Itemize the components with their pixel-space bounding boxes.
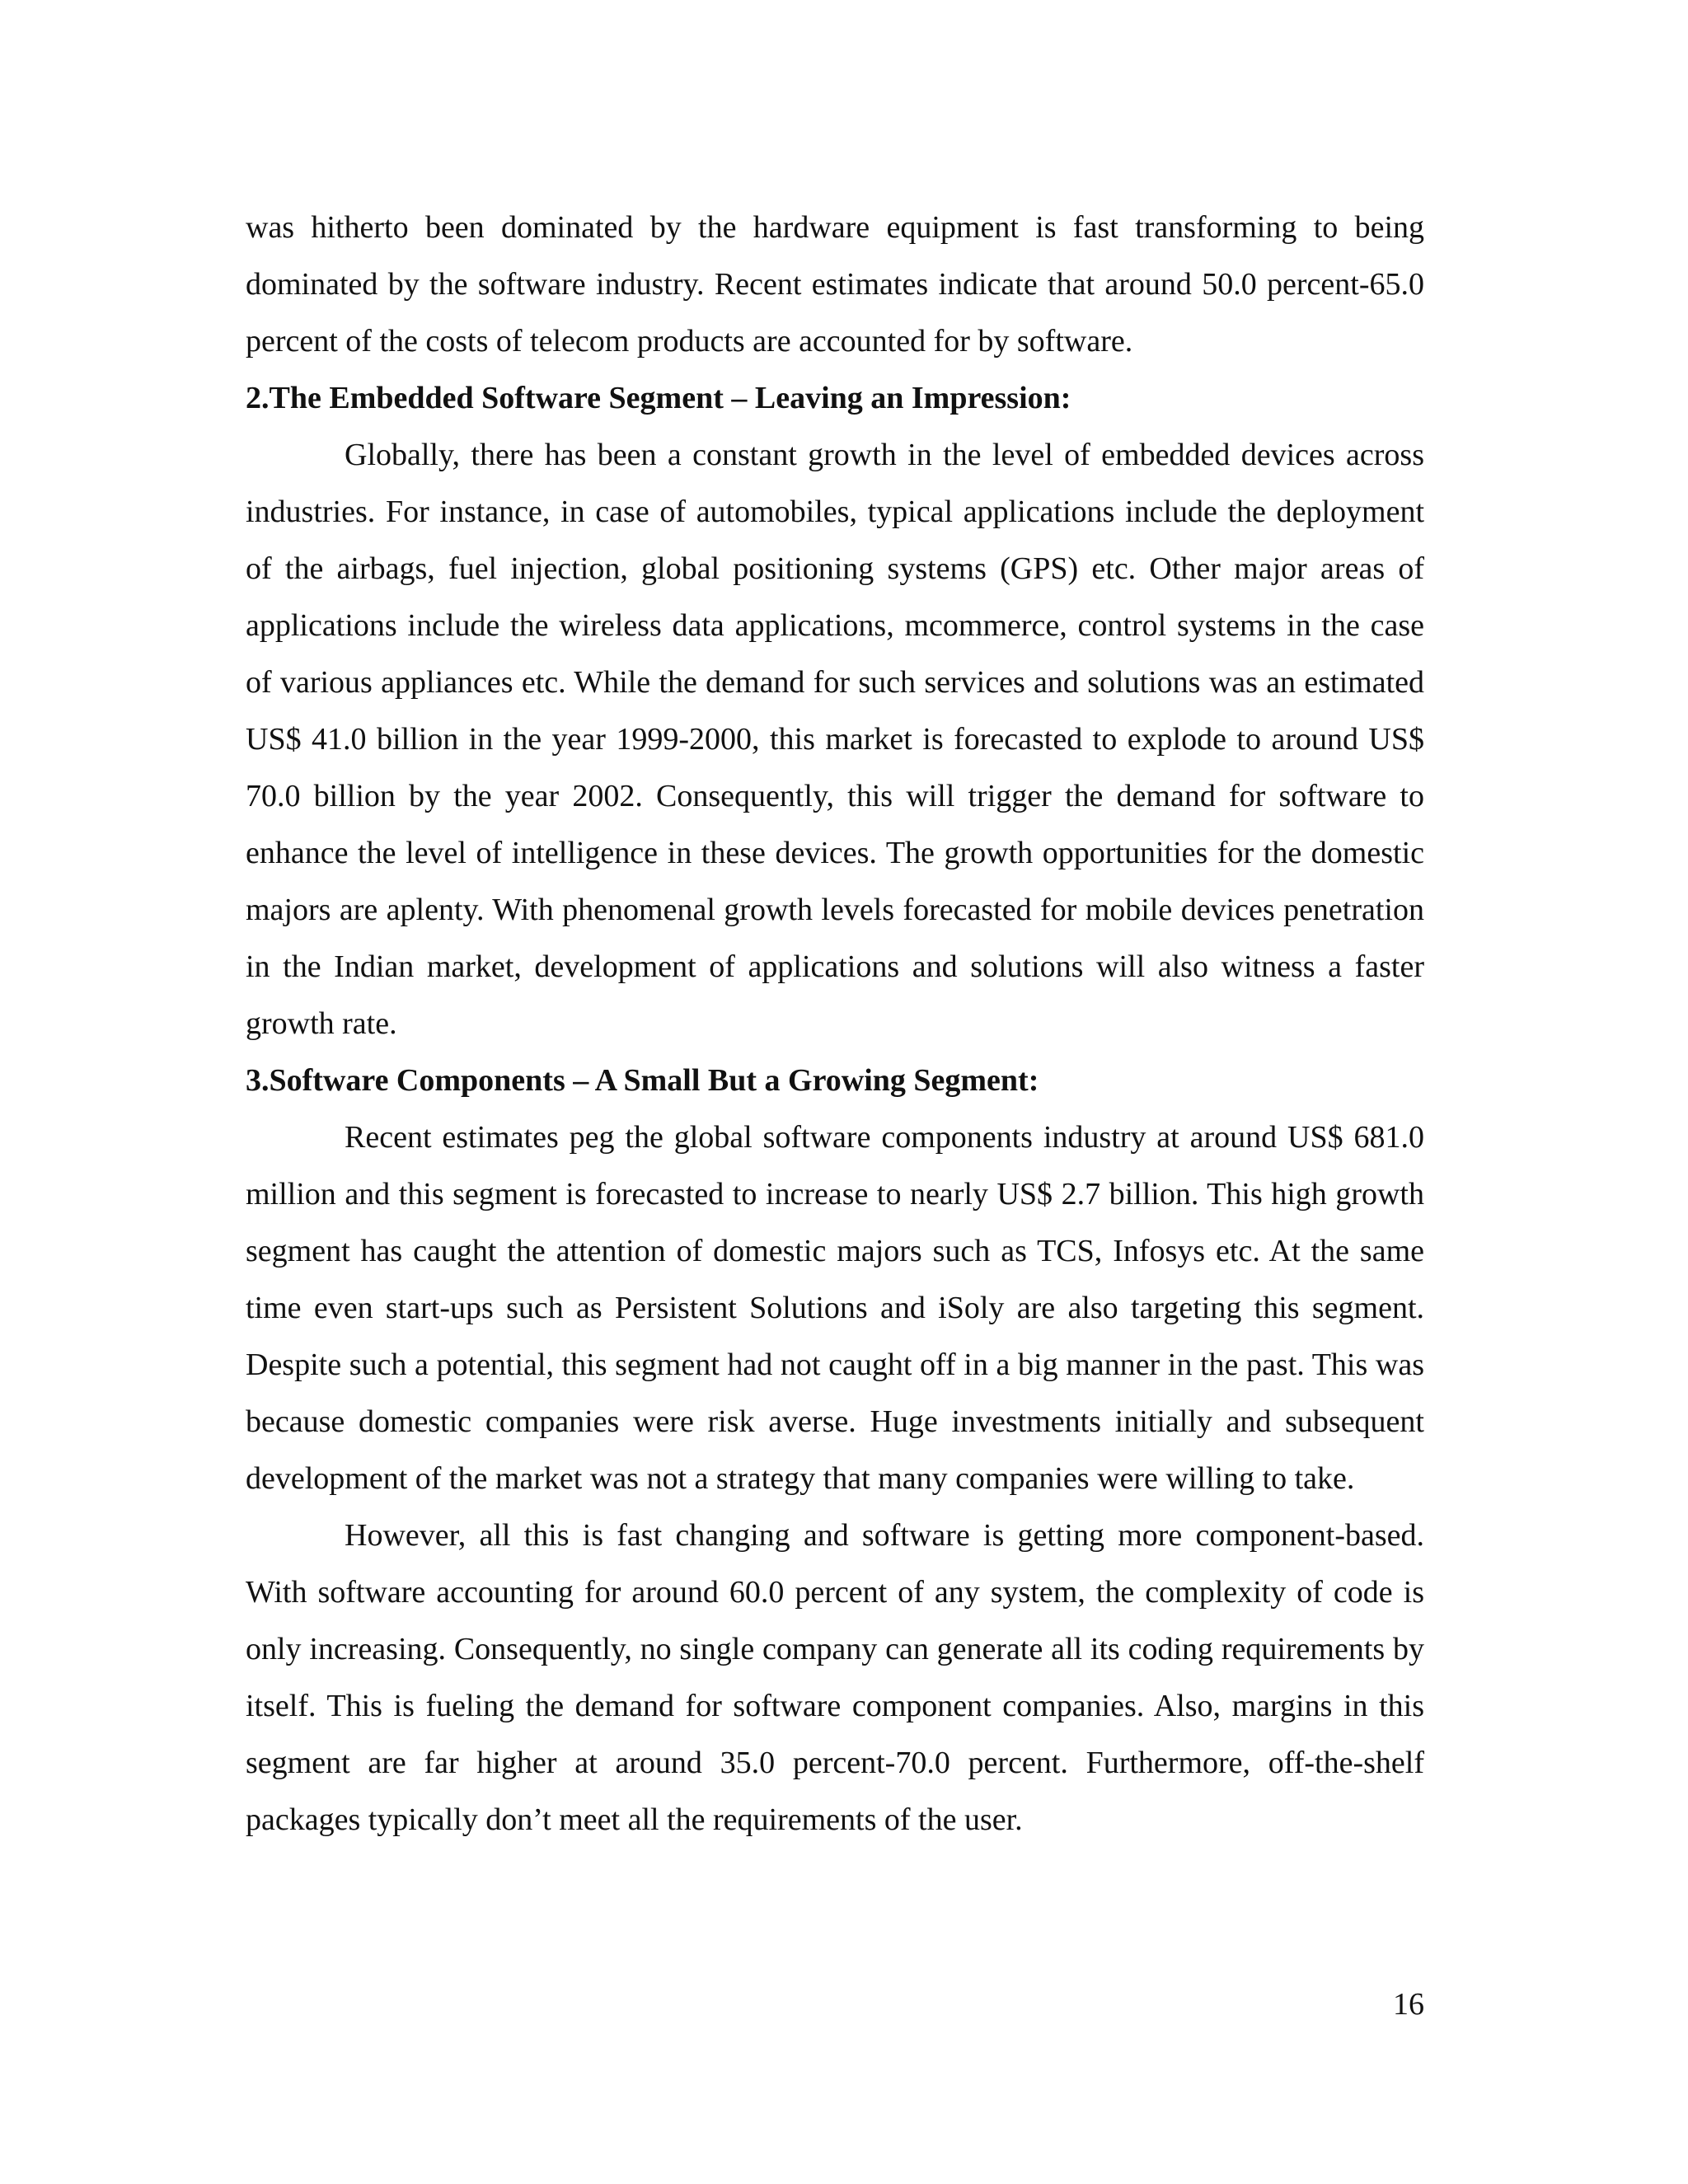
section-heading-software-components: 3.Software Components – A Small But a Growing Segment: (246, 1063, 1039, 1098)
body-text (246, 199, 1424, 1849)
paragraph-software-components-2: However, all this is fast changing and software is getting more component-based. With software accounting for around 60.0 percent of any system, the complexity of code is only increasing. Consequently, no single company can generate all its coding requirements by itself. This is fueling the demand for software component companies. Also, margins in this segment are far higher at around 35.0 percent-70.0 percent. Furthermore, off-the-shelf packages typically don’t meet all the requirements of the user. (246, 1518, 1424, 1837)
paragraph-continuation: was hitherto been dominated by the hardware equipment is fast transforming to being dominated by the software industry. Recent estimates indicate that around 50.0 percent-65.0 percent of the costs of telecom products are accounted for by software. (246, 210, 1424, 359)
paragraph-embedded-software: Globally, there has been a constant growth in the level of embedded devices across industries. For instance, in case of automobiles, typical applications include the deployment of the airbags, fuel injection, global positioning systems (GPS) etc. Other major areas of applications include the wireless data applications, mcommerce, control systems in the case of various appliances etc. While the demand for such services and solutions was an estimated US$ 41.0 billion in the year 1999-2000, this market is forecasted to explode to around US$ 70.0 billion by the year 2002. Consequently, this will trigger the demand for software to enhance the level of intelligence in these devices. The growth opportunities for the domestic majors are aplenty. With phenomenal growth levels forecasted for mobile devices penetration in the Indian market, development of applications and solutions will also witness a faster growth rate. (246, 438, 1424, 1041)
section-heading-embedded-software: 2.The Embedded Software Segment – Leaving an Impression: (246, 381, 1071, 415)
page-number: 16 (1393, 1987, 1424, 2022)
paragraph-software-components-1: Recent estimates peg the global software components industry at around US$ 681.0 million and this segment is forecasted to increase to nearly US$ 2.7 billion. This high growth segment has caught the attention of domestic majors such as TCS, Infosys etc. At the same time even start-ups such as Persistent Solutions and iSoly are also targeting this segment. Despite such a potential, this segment had not caught off in a big manner in the past. This was because domestic companies were risk averse. Huge investments initially and subsequent development of the market was not a strategy that many companies were willing to take. (246, 1120, 1424, 1496)
